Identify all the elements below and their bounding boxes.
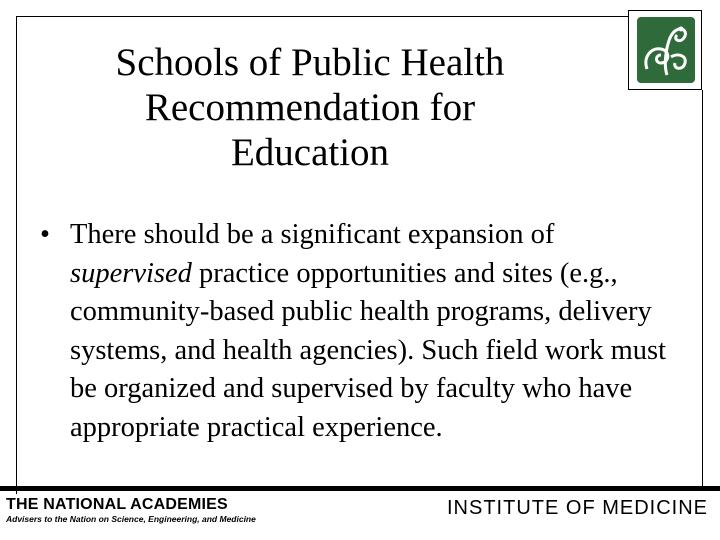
- frame-right-line: [702, 90, 703, 488]
- slide-title: [40, 40, 580, 175]
- bullet-item: [40, 216, 680, 447]
- frame-top-line: [16, 16, 628, 17]
- title-line-2: Recommendation for: [144, 86, 476, 129]
- national-academies-tagline: Advisers to the Nation on Science, Engineering, and Medicine: [6, 514, 256, 524]
- frame-left-line: [16, 16, 17, 494]
- bullet-text-before: There should be a significant expansion of: [70, 219, 555, 250]
- footer-divider: [0, 486, 720, 491]
- institute-of-medicine-logo: INSTITUTE OF MEDICINE: [447, 497, 708, 519]
- bullet-icon: •: [40, 219, 50, 250]
- title-line-3: Education: [230, 131, 390, 174]
- national-academies-logo: [6, 496, 256, 525]
- national-academies-name: THE NATIONAL ACADEMIES: [6, 496, 228, 513]
- bullet-text: [70, 216, 680, 447]
- logo-box: [628, 10, 702, 90]
- iom-serpent-logo-icon: [637, 17, 695, 83]
- bullet-text-after: practice opportunities and sites (e.g., community-based public health programs, delivery systems, and health agencies). Such field work must be organized and supervised by faculty who have appropriate practical experience.: [70, 257, 666, 443]
- title-line-1: Schools of Public Health: [115, 41, 505, 84]
- bullet-text-emphasis: supervised: [70, 257, 192, 289]
